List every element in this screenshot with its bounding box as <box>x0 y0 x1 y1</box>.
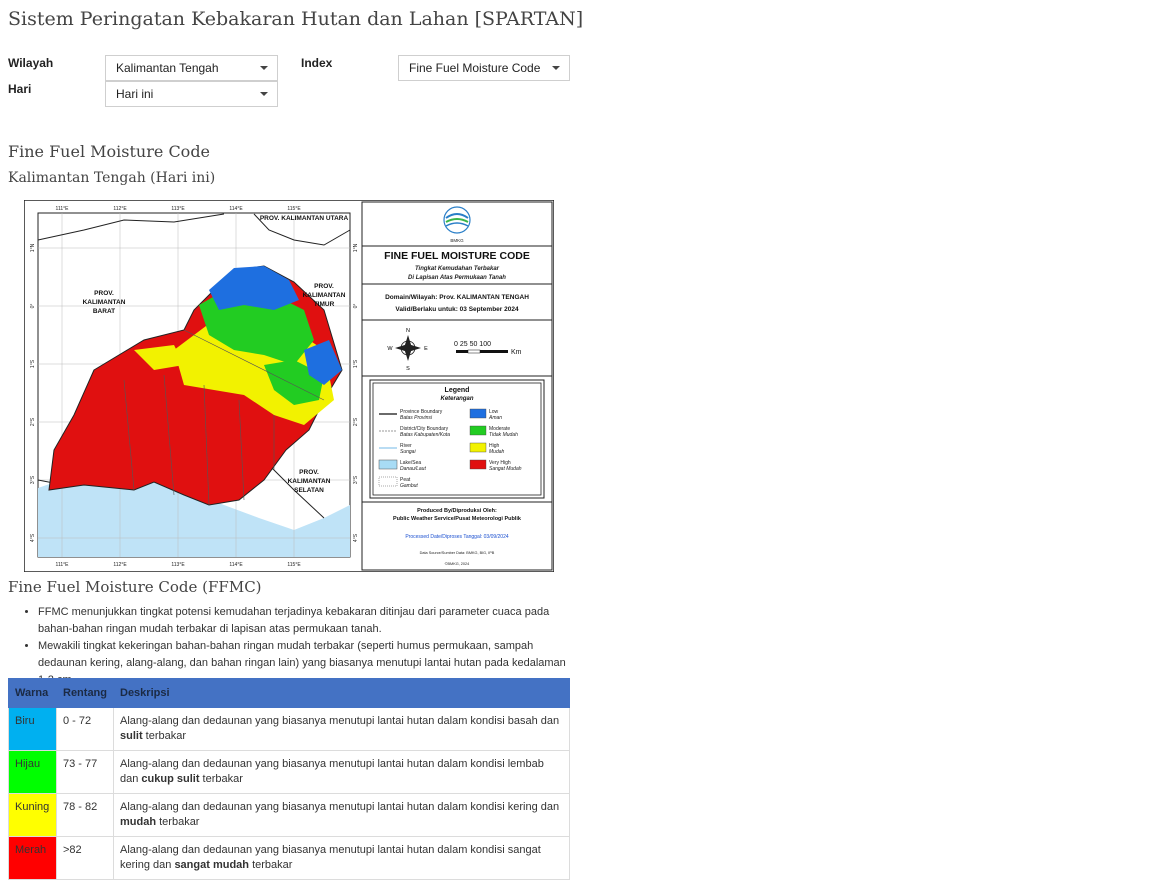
svg-text:KALIMANTAN: KALIMANTAN <box>82 299 126 306</box>
section-subtitle: Kalimantan Tengah (Hari ini) <box>8 170 216 186</box>
table-row <box>9 794 570 837</box>
ffmc-notes <box>8 604 568 689</box>
hari-select-value: Hari ini <box>116 87 154 101</box>
map-tick-bottom: 113°E <box>171 562 185 568</box>
svg-text:TIMUR: TIMUR <box>313 301 335 308</box>
page-title: Sistem Peringatan Kebakaran Hutan dan Lahan [SPARTAN] <box>8 8 584 30</box>
legend-item-sublabel: Sungai <box>400 449 416 455</box>
list-item: • FFMC menunjukkan tingkat potensi kemudahan terjadinya kebakaran ditinjau dari parameter cuaca pada bahan-bahan ringan mudah terbakar di lapisan atas permukaan tanah. <box>38 604 568 638</box>
map-tick-bottom: 115°E <box>287 562 301 568</box>
legend-class-label: Low <box>489 409 499 415</box>
svg-text:S: S <box>406 366 410 372</box>
svg-text:Processed Date/Diproses Tangga: Processed Date/Diproses Tanggal: 03/09/2024 <box>405 534 509 540</box>
map-tick-top: 113°E <box>171 206 185 212</box>
svg-text:W: W <box>387 346 393 352</box>
legend-item-sublabel: Gambut <box>400 483 418 489</box>
legend-item-sublabel: Batas Provinsi <box>400 415 432 421</box>
legend-class-label: Moderate <box>489 426 511 432</box>
index-label: Index <box>301 56 333 70</box>
legend-class-swatch <box>470 409 486 418</box>
svg-text:KALIMANTAN: KALIMANTAN <box>302 292 346 299</box>
svg-text:Di Lapisan Atas Permukaan Tana: Di Lapisan Atas Permukaan Tanah <box>408 275 506 281</box>
svg-text:PROV.: PROV. <box>94 290 114 297</box>
color-swatch-cell: Kuning <box>9 794 57 837</box>
wilayah-label: Wilayah <box>8 56 54 70</box>
svg-text:SELATAN: SELATAN <box>294 487 324 494</box>
legend-class-sublabel: Mudah <box>489 449 505 455</box>
color-swatch-cell: Merah <box>9 837 57 880</box>
wilayah-select[interactable] <box>105 55 278 81</box>
description-cell: Alang-alang dan dedaunan yang biasanya menutupi lantai hutan dalam kondisi sangat kering dan sangat mudah terbakar <box>114 837 570 880</box>
list-item: • Mewakili tingkat kekeringan bahan-bahan ringan mudah terbakar (seperti humus permukaan, sampah dedaunan kering, alang-alang, dan bahan ringan lain) yang biasanya menutupi lantai hutan pada kedalaman <box>38 638 568 689</box>
chevron-down-icon <box>552 66 560 70</box>
description-cell: Alang-alang dan dedaunan yang biasanya menutupi lantai hutan dalam kondisi lembab dan cukup sulit terbakar <box>114 751 570 794</box>
ffmc-legend-table <box>8 678 570 880</box>
label-kaltara: PROV. KALIMANTAN UTARA <box>259 215 349 222</box>
svg-text:PROV.: PROV. <box>314 283 334 290</box>
color-swatch-cell: Biru <box>9 708 57 751</box>
svg-text:Km: Km <box>511 349 522 356</box>
range-cell: 78 - 82 <box>57 794 114 837</box>
legend-item-sublabel: Danau/Laut <box>400 466 426 472</box>
svg-text:BARAT: BARAT <box>92 308 116 315</box>
svg-text:BMKG: BMKG <box>450 238 464 243</box>
map-tick-right: 4°S <box>353 533 359 543</box>
range-cell: 73 - 77 <box>57 751 114 794</box>
range-cell: 0 - 72 <box>57 708 114 751</box>
wilayah-select-value: Kalimantan Tengah <box>116 61 219 75</box>
svg-text:Keterangan: Keterangan <box>440 396 474 402</box>
svg-text:Valid/Berlaku untuk: 03 Septem: Valid/Berlaku untuk: 03 September 2024 <box>395 306 519 313</box>
legend-item-sublabel: Batas Kabupaten/Kota <box>400 432 451 438</box>
map-tick-left: 3°S <box>30 475 36 485</box>
table-row <box>9 708 570 751</box>
svg-text:PROV.: PROV. <box>299 469 319 476</box>
map-tick-right: 2°S <box>353 417 359 427</box>
map-tick-top: 112°E <box>113 206 127 212</box>
description-cell: Alang-alang dan dedaunan yang biasanya menutupi lantai hutan dalam kondisi basah dan sulit terbakar <box>114 708 570 751</box>
index-select[interactable] <box>398 55 570 81</box>
svg-text:Produced By/Diproduksi Oleh:: Produced By/Diproduksi Oleh: <box>417 508 497 514</box>
svg-text:N: N <box>406 328 410 334</box>
chevron-down-icon <box>260 92 268 96</box>
index-select-value: Fine Fuel Moisture Code <box>409 61 541 75</box>
map-tick-left: 2°S <box>30 417 36 427</box>
svg-text:Tingkat Kemudahan Terbakar: Tingkat Kemudahan Terbakar <box>414 266 500 272</box>
range-cell: >82 <box>57 837 114 880</box>
legend-class-swatch <box>470 443 486 452</box>
svg-text:FINE FUEL MOISTURE CODE: FINE FUEL MOISTURE CODE <box>384 250 530 262</box>
legend-item-label: River <box>400 443 412 449</box>
map-tick-bottom: 112°E <box>113 562 127 568</box>
map-tick-top: 115°E <box>287 206 301 212</box>
legend-item-label: Peat <box>400 477 411 483</box>
map-tick-right: 3°S <box>353 475 359 485</box>
map-tick-top: 114°E <box>229 206 243 212</box>
svg-text:©BMKG, 2024: ©BMKG, 2024 <box>444 562 470 566</box>
description-cell: Alang-alang dan dedaunan yang biasanya menutupi lantai hutan dalam kondisi kering dan mudah terbakar <box>114 794 570 837</box>
legend-class-swatch <box>470 460 486 469</box>
ffmc-title: Fine Fuel Moisture Code (FFMC) <box>8 578 262 596</box>
hari-label: Hari <box>8 82 32 96</box>
legend-item-label: Lake/Sea <box>400 460 422 466</box>
legend-class-label: Very High <box>489 460 511 466</box>
map-tick-bottom: 111°E <box>55 562 69 568</box>
map-tick-right: 1°S <box>353 359 359 369</box>
col-header-deskripsi: Deskripsi <box>114 679 570 708</box>
svg-text:E: E <box>424 346 428 352</box>
map-tick-bottom: 114°E <box>229 562 243 568</box>
legend-item-label: Province Boundary <box>400 409 443 415</box>
chevron-down-icon <box>260 66 268 70</box>
svg-text:Data Source/Sumber Data: BMKG,: Data Source/Sumber Data: BMKG, BIG, IPB <box>419 551 495 555</box>
legend-class-sublabel: Aman <box>489 415 503 421</box>
map-tick-left: 0° <box>30 303 36 309</box>
legend-box-swatch <box>379 477 397 486</box>
table-row <box>9 751 570 794</box>
col-header-warna: Warna <box>9 679 57 708</box>
svg-text:KALIMANTAN: KALIMANTAN <box>287 478 331 485</box>
table-row <box>9 837 570 880</box>
map-tick-left: 1°N <box>30 243 36 253</box>
legend-class-label: High <box>489 443 500 449</box>
map-tick-left: 1°S <box>30 359 36 369</box>
legend-item-label: District/City Boundary <box>400 426 449 432</box>
col-header-rentang: Rentang <box>57 679 114 708</box>
legend-box-swatch <box>379 460 397 469</box>
section-title: Fine Fuel Moisture Code <box>8 142 211 161</box>
svg-text:Public Weather Service/Pusat M: Public Weather Service/Pusat Meteorologi Publik <box>393 516 521 522</box>
svg-text:0 25 50 100: 0 25 50 100 <box>454 341 491 348</box>
map-tick-top: 111°E <box>55 206 69 212</box>
hari-select[interactable] <box>105 81 278 107</box>
map-tick-left: 4°S <box>30 533 36 543</box>
color-swatch-cell: Hijau <box>9 751 57 794</box>
legend-class-sublabel: Sangat Mudah <box>489 466 522 472</box>
svg-text:Legend: Legend <box>444 387 470 394</box>
ffmc-map <box>24 200 554 572</box>
legend-class-sublabel: Tidak Mudah <box>489 432 518 438</box>
svg-text:Domain/Wilayah: Prov. KALIMANT: Domain/Wilayah: Prov. KALIMANTAN TENGAH <box>385 294 529 301</box>
map-tick-right: 0° <box>353 303 359 309</box>
map-tick-right: 1°N <box>353 243 359 253</box>
legend-class-swatch <box>470 426 486 435</box>
